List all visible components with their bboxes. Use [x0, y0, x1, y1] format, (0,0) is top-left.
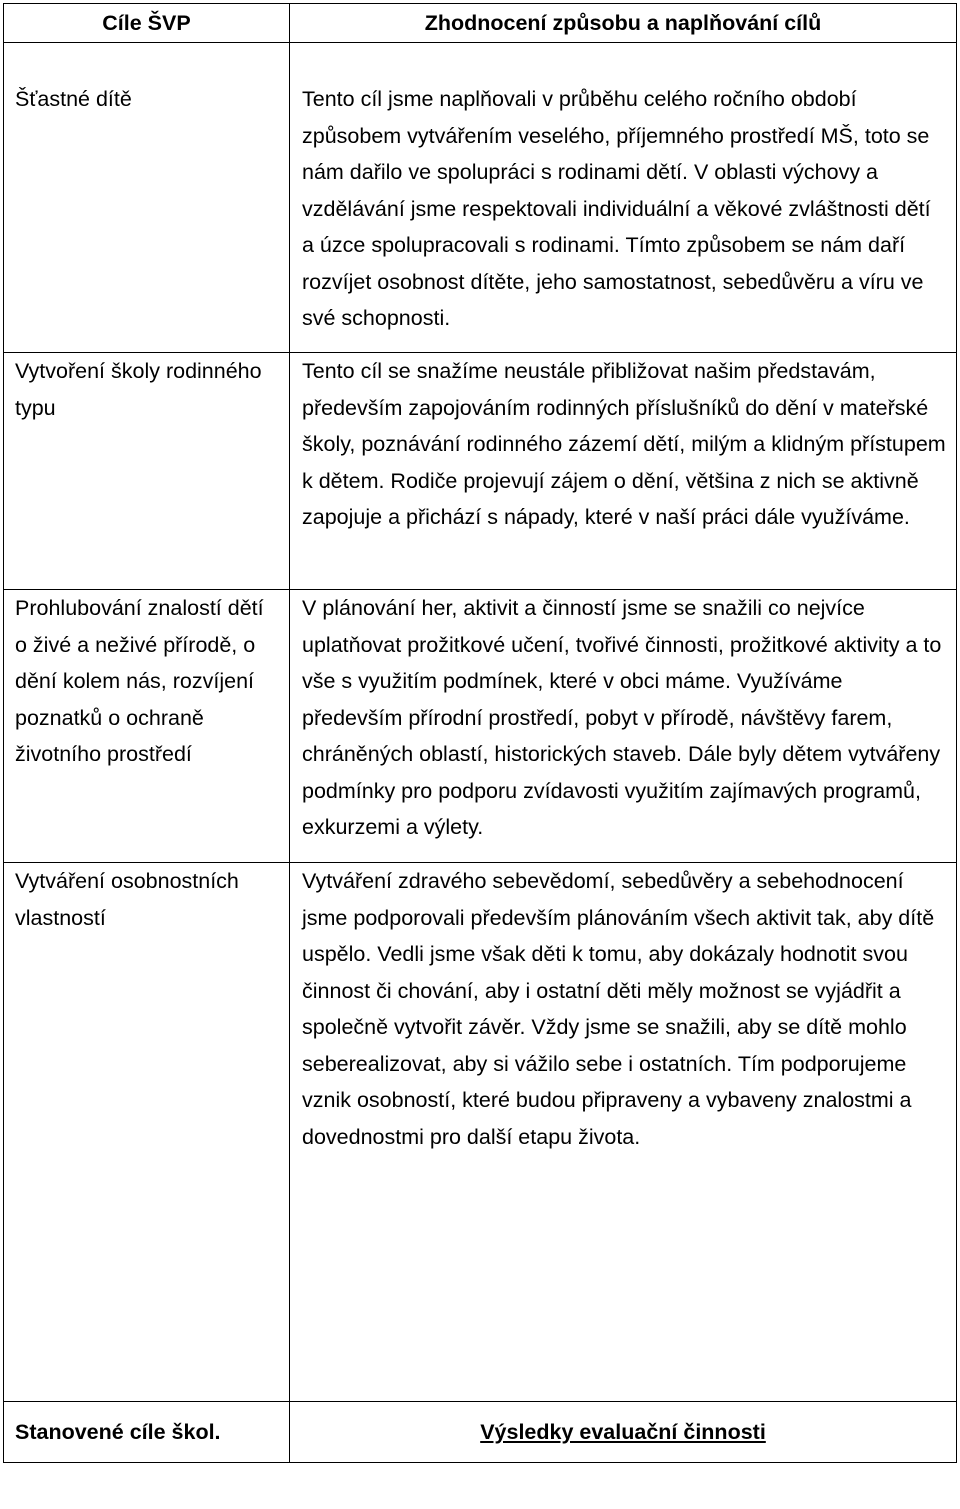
- header-evaluation: Zhodnocení způsobu a naplňování cílů: [290, 4, 957, 43]
- table-row: [4, 863, 957, 1402]
- evaluation-cell: V plánování her, aktivit a činností jsme se snažili co nejvíce uplatňovat prožitkové učení, tvořivé činnosti, prožitkové aktivity a to vše s využitím podmínek, které v obci máme. Využíváme především přírodní prostředí, pobyt v přírodě, návštěvy farem, chráněných oblastí, historických staveb. Dále byly dětem vytvářeny podmínky pro podporu zvídavosti využitím zajímavých programů, exkurzemi a výlety.: [290, 590, 957, 863]
- footer-goals: Stanovené cíle škol.: [4, 1402, 290, 1463]
- header-goals: Cíle ŠVP: [4, 4, 290, 43]
- goal-cell: Vytvoření školy rodinného typu: [4, 353, 290, 590]
- table-row: [4, 353, 957, 590]
- table-header-row: [4, 4, 957, 43]
- evaluation-cell: Tento cíl se snažíme neustále přibližovat našim představám, především zapojováním rodinných příslušníků do dění v mateřské školy, poznávání rodinného zázemí dětí, milým a klidným přístupem k dětem. Rodiče projevují zájem o dění, většina z nich se aktivně zapojuje a přichází s nápady, které v naší práci dále využíváme.: [290, 353, 957, 590]
- evaluation-table: [3, 3, 957, 1463]
- evaluation-cell: Vytváření zdravého sebevědomí, sebedůvěry a sebehodnocení jsme podporovali především plánováním všech aktivit tak, aby dítě uspělo. Vedli jsme však děti k tomu, aby dokázaly hodnotit svou činnost či chování, aby i ostatní děti měly možnost se vyjádřit a společně vytvořit závěr. Vždy jsme se snažili, aby se dítě mohlo seberealizovat, aby si vážilo sebe i ostatních. Tím podporujeme vznik osobností, které budou připraveny a vybaveny znalostmi a dovednostmi pro další etapu života.: [290, 863, 957, 1402]
- goal-cell: Prohlubování znalostí dětí o živé a neživé přírodě, o dění kolem nás, rozvíjení poznatků o ochraně životního prostředí: [4, 590, 290, 863]
- evaluation-cell: Tento cíl jsme naplňovali v průběhu celého ročního období způsobem vytvářením veselého, příjemného prostředí MŠ, toto se nám dařilo ve spolupráci s rodinami dětí. V oblasti výchovy a vzdělávání jsme respektovali individuální a věkové zvláštnosti dětí a úzce spolupracovali s rodinami. Tímto způsobem se nám daří rozvíjet osobnost dítěte, jeho samostatnost, sebedůvěru a víru ve své schopnosti.: [290, 43, 957, 353]
- table-row: [4, 590, 957, 863]
- table-row: [4, 43, 957, 353]
- table-footer-row: [4, 1402, 957, 1463]
- goal-cell: Šťastné dítě: [4, 43, 290, 353]
- goal-cell: Vytváření osobnostních vlastností: [4, 863, 290, 1402]
- footer-results: Výsledky evaluační činnosti: [290, 1402, 957, 1463]
